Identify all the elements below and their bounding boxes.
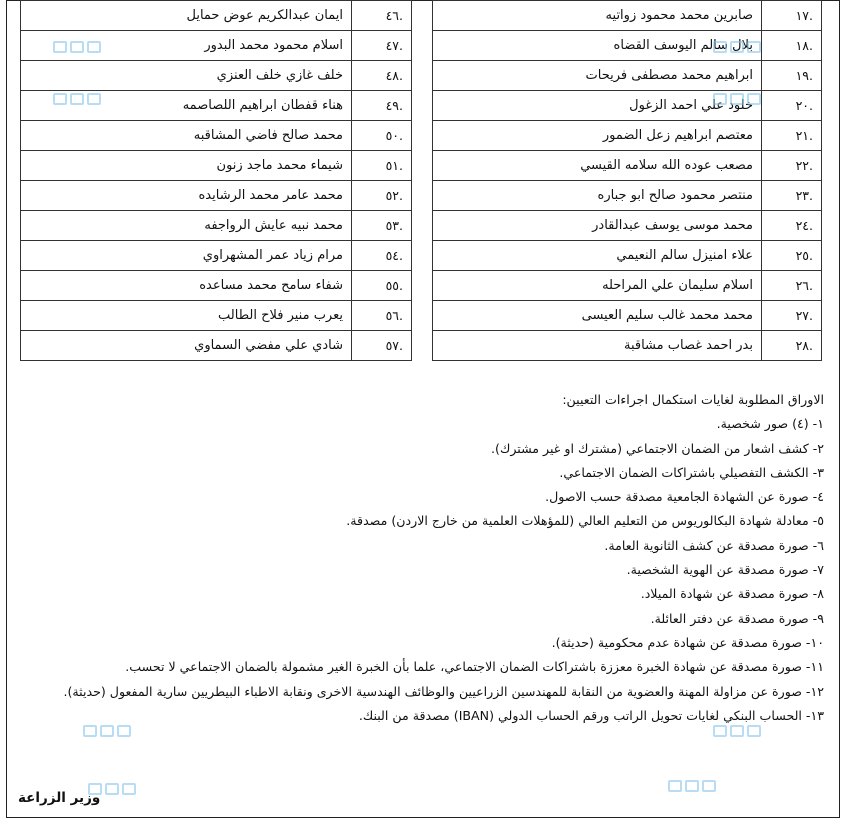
row-number: .٢٤ bbox=[762, 211, 822, 241]
table-row bbox=[21, 61, 412, 91]
watermark-icon bbox=[700, 720, 774, 742]
row-number: .٥٣ bbox=[352, 211, 412, 241]
row-number: .٢١ bbox=[762, 121, 822, 151]
documents-list bbox=[12, 412, 824, 728]
table-row bbox=[21, 181, 412, 211]
table-row bbox=[433, 301, 822, 331]
employee-name: خلود علي احمد الزغول bbox=[433, 91, 762, 121]
watermark-icon bbox=[40, 88, 114, 110]
employee-name: شيماء محمد ماجد زنون bbox=[21, 151, 352, 181]
document-item: ٥- معادلة شهادة البكالوريوس من التعليم العالي (للمؤهلات العلمية من خارج الاردن) مصدقة. bbox=[346, 513, 824, 529]
row-number: .٢٨ bbox=[762, 331, 822, 361]
document-item: ٧- صورة مصدقة عن الهوية الشخصية. bbox=[626, 562, 824, 578]
row-number: .٥٧ bbox=[352, 331, 412, 361]
table-row bbox=[21, 211, 412, 241]
document-item: ٨- صورة مصدقة عن شهادة الميلاد. bbox=[640, 586, 824, 602]
signature: وزير الزراعة bbox=[18, 790, 101, 806]
table-row bbox=[433, 1, 822, 31]
document-item: ١٠- صورة مصدقة عن شهادة عدم محكومية (حديثة). bbox=[551, 634, 824, 650]
row-number: .٤٦ bbox=[352, 1, 412, 31]
table-row bbox=[433, 211, 822, 241]
documents-heading: الاوراق المطلوبة لغايات استكمال اجراءات التعيين: bbox=[562, 392, 824, 407]
row-number: .٢٦ bbox=[762, 271, 822, 301]
document-item: ٢- كشف اشعار من الضمان الاجتماعي (مشترك او غير مشترك). bbox=[491, 440, 824, 456]
row-number: .٤٧ bbox=[352, 31, 412, 61]
table-row bbox=[433, 331, 822, 361]
row-number: .١٩ bbox=[762, 61, 822, 91]
employee-name: ايمان عبدالكريم عوض حمايل bbox=[21, 1, 352, 31]
watermark-icon bbox=[40, 36, 114, 58]
table-row bbox=[21, 331, 412, 361]
employee-name: مصعب عوده الله سلامه القيسي bbox=[433, 151, 762, 181]
employee-name: شادي علي مفضي السماوي bbox=[21, 331, 352, 361]
document-item: ٤- صورة عن الشهادة الجامعية مصدقة حسب الاصول. bbox=[545, 489, 824, 505]
watermark-icon bbox=[70, 720, 144, 742]
row-number: .٢٣ bbox=[762, 181, 822, 211]
row-number: .١٨ bbox=[762, 31, 822, 61]
row-number: .٥٦ bbox=[352, 301, 412, 331]
document-item: ٣- الكشف التفصيلي باشتراكات الضمان الاجتماعي. bbox=[559, 464, 824, 480]
table-row bbox=[433, 61, 822, 91]
row-number: .٤٩ bbox=[352, 91, 412, 121]
watermark-icon bbox=[700, 36, 774, 58]
table-row bbox=[21, 241, 412, 271]
document-item: ١٢- صورة عن مزاولة المهنة والعضوية من النقابة للمهندسين الزراعيين والوظائف الهندسية الاخرى ونقابة الاطباء البيطريين سارية المفعول (حديثة). bbox=[63, 683, 824, 699]
employee-name: محمد عامر محمد الرشايده bbox=[21, 181, 352, 211]
table-row bbox=[433, 181, 822, 211]
employee-name: شفاء سامح محمد مساعده bbox=[21, 271, 352, 301]
row-number: .٥١ bbox=[352, 151, 412, 181]
row-number: .٢٥ bbox=[762, 241, 822, 271]
document-item: ٦- صورة مصدقة عن كشف الثانوية العامة. bbox=[604, 537, 824, 553]
required-documents bbox=[12, 388, 824, 728]
table-row bbox=[433, 271, 822, 301]
employee-name: علاء امنيزل سالم النعيمي bbox=[433, 241, 762, 271]
row-number: .٥٢ bbox=[352, 181, 412, 211]
employee-name: محمد نبيه عايش الرواجفه bbox=[21, 211, 352, 241]
row-number: .٢٢ bbox=[762, 151, 822, 181]
employee-name: ابراهيم محمد مصطفى فريحات bbox=[433, 61, 762, 91]
employee-name: خلف غازي خلف العنزي bbox=[21, 61, 352, 91]
table-row bbox=[433, 241, 822, 271]
table-row bbox=[433, 121, 822, 151]
employee-name: بلال سالم اليوسف القضاه bbox=[433, 31, 762, 61]
employee-name: محمد محمد غالب سليم العيسى bbox=[433, 301, 762, 331]
employee-name: مرام زياد عمر المشهراوي bbox=[21, 241, 352, 271]
employee-name: معتصم ابراهيم زعل الضمور bbox=[433, 121, 762, 151]
table-row bbox=[21, 301, 412, 331]
employee-name: اسلام سليمان علي المراحله bbox=[433, 271, 762, 301]
row-number: .٤٨ bbox=[352, 61, 412, 91]
employee-name: يعرب منير فلاح الطالب bbox=[21, 301, 352, 331]
employee-name: محمد موسى يوسف عبدالقادر bbox=[433, 211, 762, 241]
row-number: .٢٧ bbox=[762, 301, 822, 331]
document-item: ٩- صورة مصدقة عن دفتر العائلة. bbox=[650, 610, 824, 626]
employee-name: محمد صالح فاضي المشاقبه bbox=[21, 121, 352, 151]
employee-name: هناء قفطان ابراهيم اللصاصمه bbox=[21, 91, 352, 121]
row-number: .٢٠ bbox=[762, 91, 822, 121]
table-row bbox=[433, 151, 822, 181]
row-number: .٥٠ bbox=[352, 121, 412, 151]
row-number: .٥٤ bbox=[352, 241, 412, 271]
employee-name: منتصر محمود صالح ابو جباره bbox=[433, 181, 762, 211]
watermark-icon bbox=[75, 778, 149, 800]
watermark-icon bbox=[655, 775, 729, 797]
row-number: .٥٥ bbox=[352, 271, 412, 301]
document-item: ١١- صورة مصدقة عن شهادة الخبرة معززة باشتراكات الضمان الاجتماعي، علما بأن الخبرة الغير مشمولة بالضمان الاجتماعي لا تحسب. bbox=[125, 659, 824, 675]
row-number: .١٧ bbox=[762, 1, 822, 31]
table-row bbox=[21, 151, 412, 181]
document-item: ١٣- الحساب البنكي لغايات تحويل الراتب ورقم الحساب الدولي (IBAN) مصدقة من البنك. bbox=[358, 707, 824, 723]
table-row bbox=[21, 271, 412, 301]
table-row bbox=[21, 121, 412, 151]
table-row bbox=[21, 1, 412, 31]
watermark-icon bbox=[700, 88, 774, 110]
employee-name: بدر احمد غصاب مشاقبة bbox=[433, 331, 762, 361]
employee-name: اسلام محمود محمد البدور bbox=[21, 31, 352, 61]
employee-name: صابرين محمد محمود زواتيه bbox=[433, 1, 762, 31]
document-item: ١- (٤) صور شخصية. bbox=[716, 416, 824, 432]
